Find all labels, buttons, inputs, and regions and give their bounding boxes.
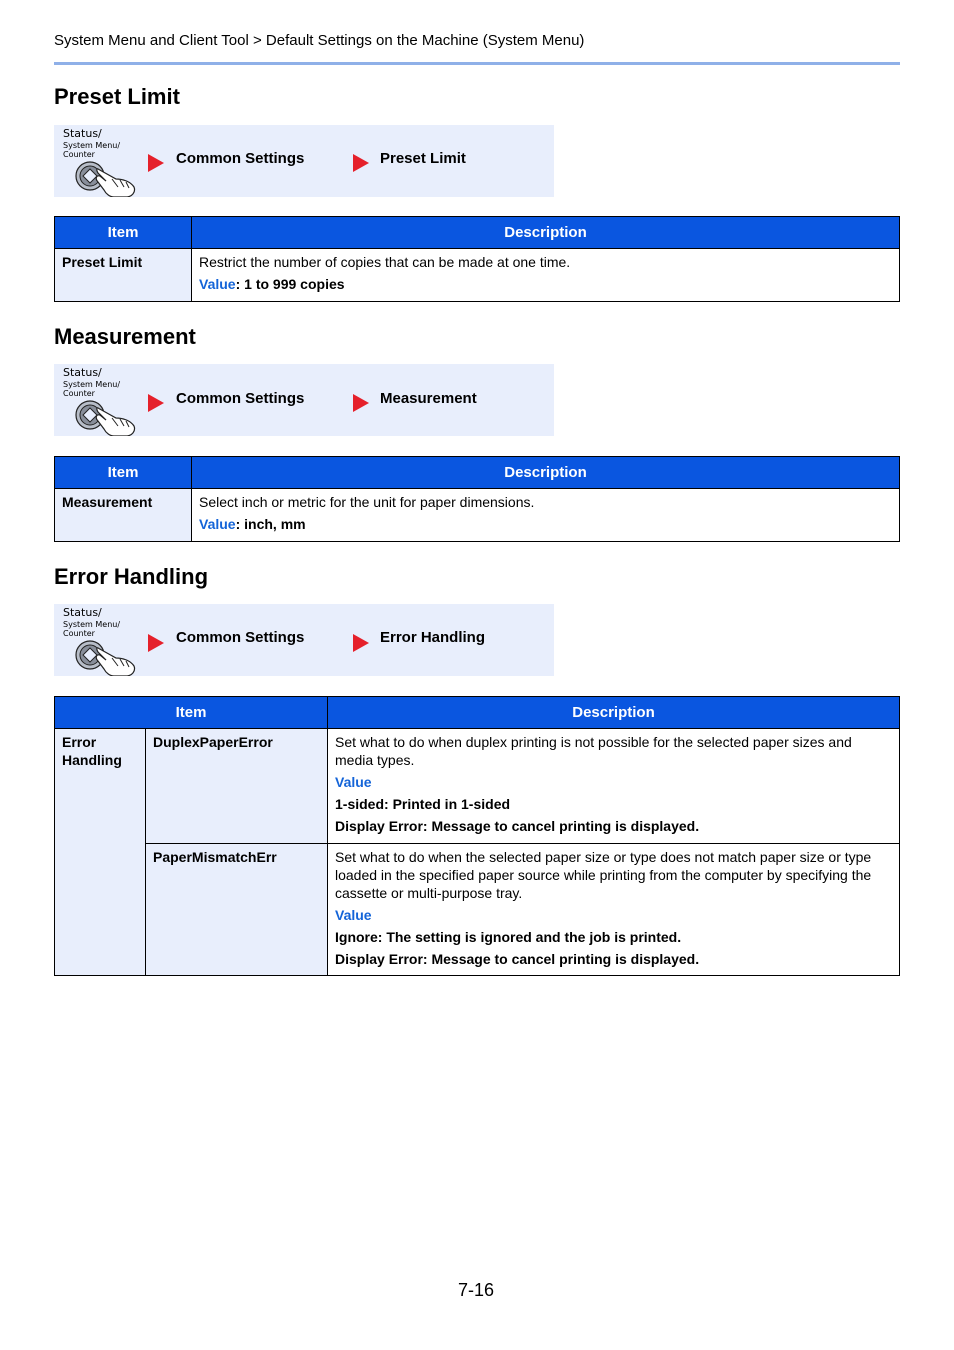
key-label-counter: Counter xyxy=(63,389,95,398)
finger-pressing-key-icon xyxy=(70,636,144,676)
key-label-counter: Counter xyxy=(63,150,95,159)
nav-arrow-icon xyxy=(148,394,164,412)
table-row xyxy=(55,249,900,302)
header-description: Description xyxy=(192,457,900,489)
item-cell: Measurement xyxy=(55,489,192,542)
page-number: 7-16 xyxy=(458,1280,495,1300)
nav-path-error-handling xyxy=(54,604,554,676)
value-option: Display Error: Message to cancel printing is displayed. xyxy=(335,818,700,834)
header-item: Item xyxy=(55,457,192,489)
description-cell xyxy=(328,729,900,844)
description-cell xyxy=(192,249,900,302)
value-text: inch, mm xyxy=(244,516,306,532)
value-label: Value xyxy=(335,774,372,790)
nav-step-measurement: Measurement xyxy=(380,390,477,407)
key-label-status: Status/ xyxy=(63,366,102,379)
table-row xyxy=(55,489,900,542)
section-title-preset-limit: Preset Limit xyxy=(54,84,180,109)
value-option: Display Error: Message to cancel printing is displayed. xyxy=(335,951,700,967)
description-text: Select inch or metric for the unit for paper dimensions. xyxy=(199,494,535,510)
nav-step-common-settings: Common Settings xyxy=(176,390,305,407)
group-cell: Error Handling xyxy=(55,729,146,976)
value-option: 1-sided: Printed in 1-sided xyxy=(335,796,511,812)
nav-step-common-settings: Common Settings xyxy=(176,629,305,646)
measurement-table xyxy=(54,456,900,542)
description-text: Restrict the number of copies that can be made at one time. xyxy=(199,254,571,270)
value-label: Value xyxy=(335,907,372,923)
key-label-status: Status/ xyxy=(63,606,102,619)
description-cell xyxy=(328,844,900,976)
description-cell xyxy=(192,489,900,542)
key-label-status: Status/ xyxy=(63,127,102,140)
value-separator: : xyxy=(235,516,245,532)
nav-arrow-icon xyxy=(148,154,164,172)
description-text: Set what to do when duplex printing is not possible for the selected paper sizes and media types. xyxy=(335,734,852,768)
nav-step-error-handling: Error Handling xyxy=(380,629,486,646)
status-system-menu-key-icon xyxy=(60,366,144,434)
value-label: Value xyxy=(199,276,236,292)
nav-arrow-icon xyxy=(353,394,369,412)
item-cell: Preset Limit xyxy=(55,249,192,302)
nav-arrow-icon xyxy=(148,634,164,652)
table-row xyxy=(55,729,900,844)
description-text: Set what to do when the selected paper size or type does not match paper size or type loaded in the specified paper source while printing from the computer by specifying the cassette or multi-purpose tray. xyxy=(335,849,872,901)
nav-arrow-icon xyxy=(353,154,369,172)
finger-pressing-key-icon xyxy=(70,157,144,197)
value-label: Value xyxy=(199,516,236,532)
key-label-system-menu: System Menu/ xyxy=(63,620,121,629)
key-label-counter: Counter xyxy=(63,629,95,638)
header-description: Description xyxy=(192,217,900,249)
status-system-menu-key-icon xyxy=(60,127,144,195)
table-row xyxy=(55,844,900,976)
value-separator: : xyxy=(235,276,245,292)
section-title-measurement: Measurement xyxy=(54,324,196,349)
key-label-system-menu: System Menu/ xyxy=(63,380,121,389)
finger-pressing-key-icon xyxy=(70,396,144,436)
nav-path-preset-limit xyxy=(54,125,554,197)
error-handling-table xyxy=(54,696,900,976)
header-item: Item xyxy=(55,697,328,729)
header-item: Item xyxy=(55,217,192,249)
section-title-error-handling: Error Handling xyxy=(54,564,209,589)
value-text: 1 to 999 copies xyxy=(244,276,345,292)
preset-limit-table xyxy=(54,216,900,302)
nav-step-preset-limit: Preset Limit xyxy=(380,150,466,167)
value-option: Ignore: The setting is ignored and the job is printed. xyxy=(335,929,682,945)
status-system-menu-key-icon xyxy=(60,606,144,674)
nav-arrow-icon xyxy=(353,634,369,652)
header-rule xyxy=(54,62,900,65)
item-cell: DuplexPaperError xyxy=(146,729,328,844)
key-label-system-menu: System Menu/ xyxy=(63,141,121,150)
item-cell: PaperMismatchErr xyxy=(146,844,328,976)
header-description: Description xyxy=(328,697,900,729)
nav-path-measurement xyxy=(54,364,554,436)
breadcrumb: System Menu and Client Tool > Default Settings on the Machine (System Menu) xyxy=(54,32,585,49)
nav-step-common-settings: Common Settings xyxy=(176,150,305,167)
